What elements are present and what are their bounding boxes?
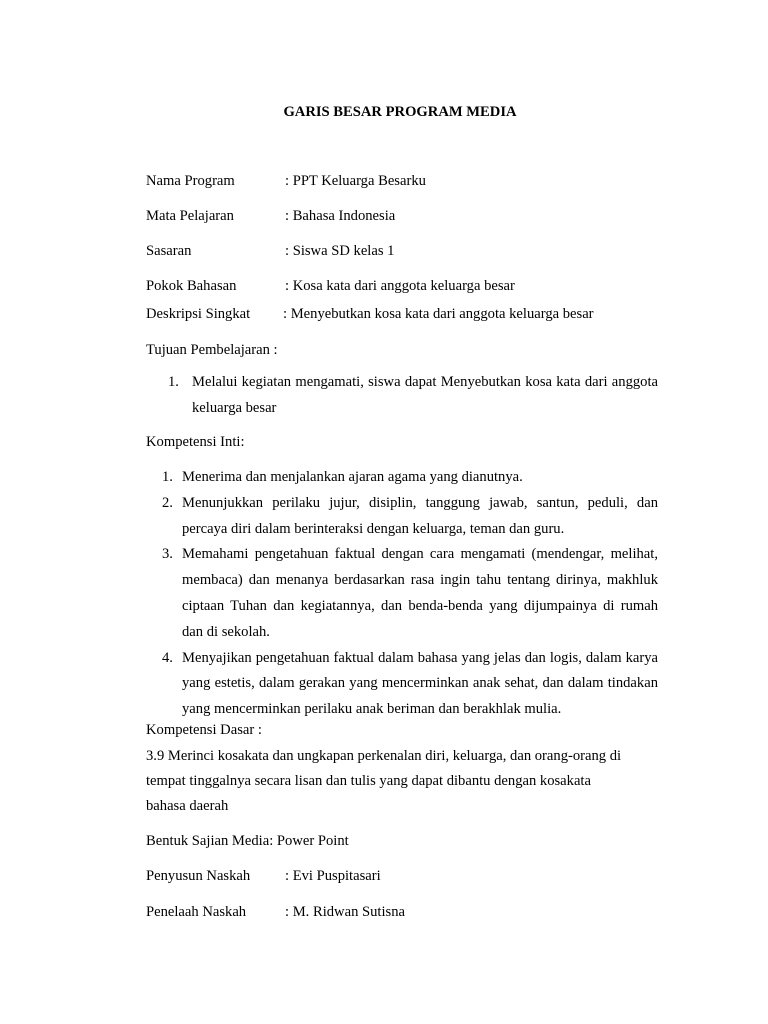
list-item [162, 646, 658, 723]
list-text: Menunjukkan perilaku jujur, disiplin, tanggung jawab, santun, peduli, dan percaya diri dalam berinteraksi dengan keluarga, teman dan guru. [182, 494, 658, 537]
kd-line: tempat tinggalnya secara lisan dan tulis yang dapat dibantu dengan kosakata [146, 773, 591, 789]
list-number: 3. [162, 546, 173, 563]
field-value: : Menyebutkan kosa kata dari anggota keluarga besar [283, 306, 594, 322]
tujuan-list [168, 370, 658, 421]
list-text: Menerima dan menjalankan ajaran agama yang dianutnya. [182, 469, 523, 485]
field-mata-pelajaran [146, 208, 395, 225]
document-title: GARIS BESAR PROGRAM MEDIA [283, 104, 517, 120]
field-value: : Evi Puspitasari [285, 868, 381, 884]
kompetensi-dasar-heading: Kompetensi Dasar : [146, 722, 262, 738]
field-pokok-bahasan [146, 278, 515, 295]
kompetensi-inti-heading: Kompetensi Inti: [146, 434, 245, 450]
field-value: : Kosa kata dari anggota keluarga besar [285, 278, 515, 294]
list-text: Menyajikan pengetahuan faktual dalam bahasa yang jelas dan logis, dalam karya yang estetis, dalam gerakan yang mencerminkan anak sehat, dan dalam tindakan yang mencerminkan perilaku anak beriman dan berakhlak mulia. [182, 649, 658, 718]
list-item [162, 465, 658, 491]
field-deskripsi-singkat [146, 306, 594, 323]
list-item [162, 542, 658, 645]
field-label: Nama Program [146, 173, 235, 189]
kd-line: bahasa daerah [146, 798, 229, 814]
field-label: Sasaran [146, 243, 192, 259]
list-item [168, 370, 658, 421]
list-number: 2. [162, 494, 173, 511]
bentuk-sajian: Bentuk Sajian Media: Power Point [146, 833, 349, 849]
kompetensi-dasar-text [146, 744, 666, 819]
field-label: Deskripsi Singkat [146, 306, 251, 322]
field-label: Penelaah Naskah [146, 904, 247, 920]
field-label: Pokok Bahasan [146, 278, 237, 294]
field-sasaran [146, 243, 394, 260]
list-text: Melalui kegiatan mengamati, siswa dapat Menyebutkan kosa kata dari anggota keluarga besar [192, 374, 658, 416]
field-label: Penyusun Naskah [146, 868, 251, 884]
field-penyusun-naskah [146, 868, 381, 885]
list-text: Memahami pengetahuan faktual dengan cara mengamati (mendengar, melihat, membaca) dan menanya berdasarkan rasa ingin tahu tentang dirinya, makhluk ciptaan Tuhan dan kegiatannya, dan benda-benda yang dijumpainya di rumah dan di sekolah. [182, 546, 658, 640]
field-value: : Siswa SD kelas 1 [285, 243, 395, 259]
field-value: : M. Ridwan Sutisna [285, 904, 405, 920]
field-label: Mata Pelajaran [146, 208, 234, 224]
list-item [162, 491, 658, 543]
list-number: 1. [168, 374, 179, 390]
tujuan-heading: Tujuan Pembelajaran : [146, 342, 278, 358]
field-value: : PPT Keluarga Besarku [285, 173, 426, 189]
kd-line: 3.9 Merinci kosakata dan ungkapan perkenalan diri, keluarga, dan orang-orang di [146, 748, 622, 764]
field-value: : Bahasa Indonesia [285, 208, 396, 224]
field-penelaah-naskah [146, 904, 405, 921]
kompetensi-inti-list [162, 465, 658, 723]
field-nama-program [146, 173, 426, 190]
list-number: 4. [162, 649, 173, 666]
list-number: 1. [162, 469, 173, 485]
